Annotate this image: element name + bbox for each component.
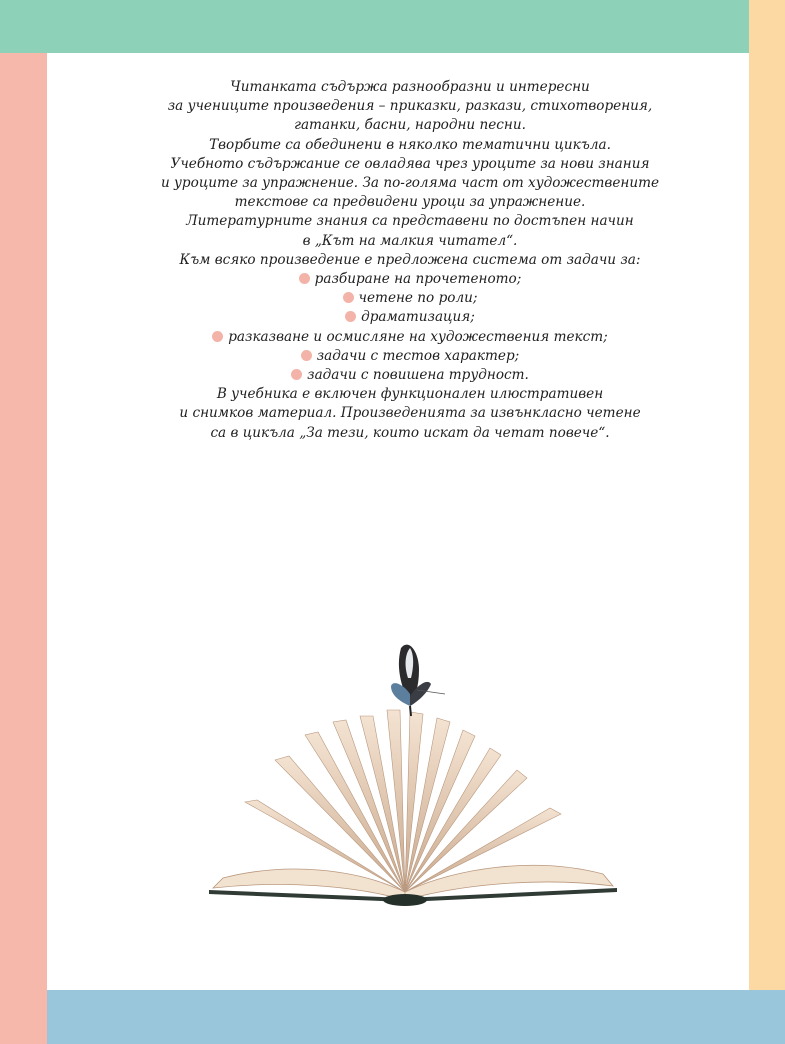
left-color-band bbox=[0, 53, 47, 1044]
intro-line: Творбите са обединени в няколко тематични цикъла. bbox=[209, 136, 611, 153]
bullet-dot-icon bbox=[299, 273, 310, 284]
intro-line: Литературните знания са представени по достъпен начин bbox=[186, 213, 634, 230]
task-item-label: драматизация; bbox=[361, 309, 475, 326]
bullet-dot-icon bbox=[291, 369, 302, 380]
intro-line: Читанката съдържа разнообразни и интересни bbox=[230, 79, 590, 95]
open-book-icon bbox=[209, 710, 617, 906]
outro-line: и снимков материал. Произведенията за извънкласно четене bbox=[179, 405, 641, 422]
intro-line: за учениците произведения – приказки, разкази, стихотворения, bbox=[167, 98, 653, 115]
top-color-band bbox=[0, 0, 749, 53]
task-item-label: задачи с тестов характер; bbox=[316, 347, 520, 364]
bullet-dot-icon bbox=[212, 331, 223, 342]
butterfly-icon bbox=[391, 645, 445, 716]
outro-line: са в цикъла „За тези, които искат да четат повече“. bbox=[210, 424, 610, 441]
task-item-label: разбиране на прочетеното; bbox=[314, 271, 522, 288]
task-item bbox=[110, 308, 710, 327]
task-item bbox=[110, 328, 710, 347]
task-item bbox=[110, 347, 710, 366]
intro-line: в „Кът на малкия читател“. bbox=[302, 232, 518, 249]
task-item bbox=[110, 289, 710, 308]
open-book-illustration bbox=[205, 630, 625, 910]
task-item-label: разказване и осмисляне на художествения текст; bbox=[228, 328, 608, 345]
intro-line: и уроците за упражнение. За по-голяма част от художествените bbox=[160, 175, 660, 192]
description-text bbox=[110, 78, 710, 443]
task-item bbox=[110, 270, 710, 289]
task-item-label: задачи с повишена трудност. bbox=[307, 367, 529, 384]
bottom-color-band bbox=[47, 990, 785, 1044]
task-item bbox=[110, 366, 710, 385]
intro-line: Към всяко произведение е предложена система от задачи за: bbox=[179, 251, 641, 268]
task-item-label: четене по роли; bbox=[358, 290, 478, 307]
right-color-band bbox=[749, 0, 785, 1044]
intro-line: Учебното съдържание се овладява чрез уроците за нови знания bbox=[170, 155, 650, 172]
bullet-dot-icon bbox=[343, 292, 354, 303]
bullet-dot-icon bbox=[301, 350, 312, 361]
bullet-dot-icon bbox=[345, 311, 356, 322]
outro-line: В учебника е включен функционален илюстративен bbox=[216, 386, 604, 403]
intro-line: текстове са предвидени уроци за упражнение. bbox=[234, 194, 586, 211]
intro-line: гатанки, басни, народни песни. bbox=[294, 117, 526, 134]
